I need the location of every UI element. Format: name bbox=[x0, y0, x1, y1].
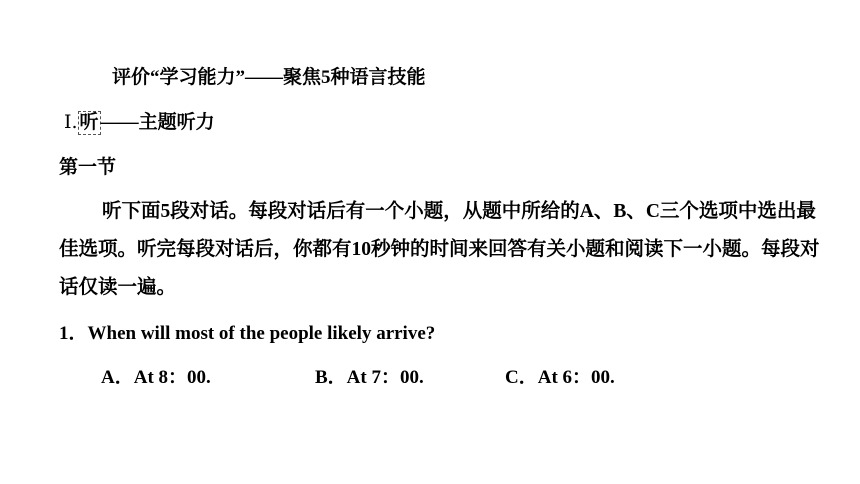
option-a[interactable]: A．At 8：00. bbox=[101, 367, 211, 388]
section-title bbox=[64, 107, 215, 135]
section-title-text: ——主题听力 bbox=[100, 112, 215, 133]
page-heading: 评价“学习能力”——聚焦5种语言技能 bbox=[112, 67, 426, 88]
option-b[interactable]: B．At 7：00. bbox=[315, 367, 424, 388]
section-numeral: Ⅰ. bbox=[64, 111, 78, 133]
instructions-paragraph: 听下面5段对话。每段对话后有一个小题，从题中所给的A、B、C三个选项中选出最佳选项。听完每段对话后，你都有10秒钟的时间来回答有关小题和阅读下一小题。每段对话仅读一遍。 bbox=[59, 201, 820, 298]
option-c[interactable]: C．At 6：00. bbox=[505, 367, 615, 388]
section-boxed-word: 听 bbox=[79, 112, 99, 133]
question-1: 1．When will most of the people likely arrive? bbox=[59, 323, 436, 344]
subsection-title: 第一节 bbox=[59, 157, 117, 178]
